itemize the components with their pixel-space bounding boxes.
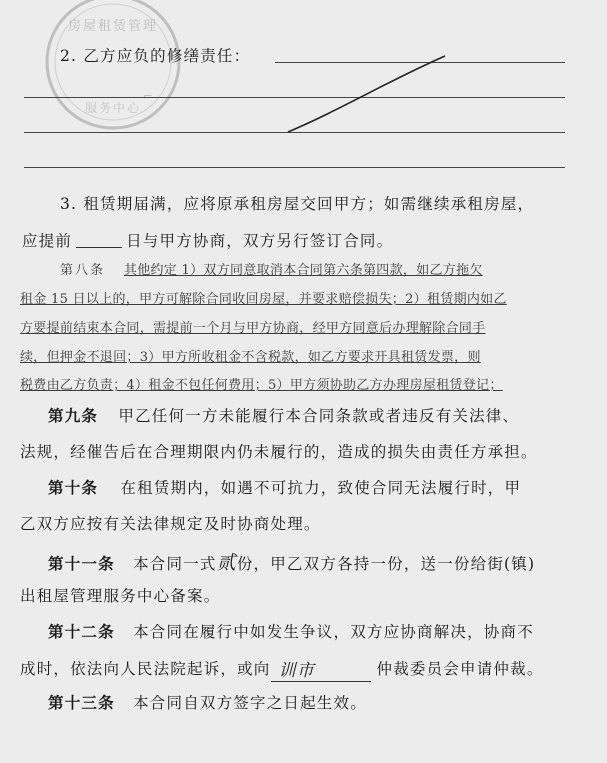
days-blank <box>76 247 122 248</box>
article8-line1 <box>60 259 483 278</box>
handwritten-copy-count: 贰 <box>216 552 237 574</box>
article9-title: 第九条 <box>48 406 99 425</box>
article12-line1 <box>48 620 534 642</box>
fill-line <box>24 167 565 168</box>
svg-text:房屋租赁管理: 房屋租赁管理 <box>67 19 159 34</box>
article13-line1 <box>48 691 367 713</box>
article12-text-b: 仲裁委员会申请仲裁。 <box>376 660 544 678</box>
article8-line4: 续，但押金不退回；3）甲方所收租金不含税款，如乙方要求开具租赁发票，则 <box>20 350 481 365</box>
official-seal <box>38 0 188 150</box>
article10-text: 在租赁期内，如遇不可抗力，致使合同无法履行时，甲 <box>120 479 522 497</box>
article10-line2: 乙双方应按有关法律规定及时协商处理。 <box>20 515 321 533</box>
repair-responsibility-label: 2. 乙方应负的修缮责任： <box>60 47 251 65</box>
article9-text: 甲乙任何一方未能履行本合同条款或者违反有关法律、 <box>118 407 520 425</box>
article9-line2: 法规，经催告后在合理期限内仍未履行的，造成的损失由责任方承担。 <box>20 443 538 461</box>
article8-line3: 方要提前结束本合同，需提前一个月与甲方协商，经甲方同意后办理解除合同手 <box>20 321 486 336</box>
city-blank <box>271 656 371 682</box>
article13-text: 本合同自双方签字之日起生效。 <box>133 694 367 712</box>
article8-line5: 税费由乙方负责；4）租金不包任何费用；5）甲方须协助乙方办理房屋租赁登记； <box>20 378 503 393</box>
article8-text: 其他约定 1）双方同意取消本合同第六条第四款，如乙方拖欠 <box>123 263 483 278</box>
article8-line2: 租金 15 日以上的，甲方可解除合同收回房屋，并要求赔偿损失；2）租赁期内如乙 <box>20 292 507 307</box>
expiry-clause-text-b: 日与甲方协商，双方另行签订合同。 <box>126 232 394 250</box>
article10-title: 第十条 <box>48 478 99 497</box>
expiry-clause-text-a: 应提前 <box>22 232 73 250</box>
article11-title: 第十一条 <box>48 554 115 573</box>
article12-title: 第十二条 <box>48 622 115 641</box>
expiry-clause-line1: 3. 租赁期届满，应将原承租房屋交回甲方；如需继续承租房屋， <box>60 195 535 213</box>
article11-line1 <box>48 548 535 575</box>
article12-line2 <box>20 656 544 682</box>
article11-text-b: 份，甲乙双方各持一份，送一份给街(镇) <box>236 555 536 573</box>
article8-title: 第八条 <box>60 263 106 278</box>
expiry-clause-line2 <box>22 229 393 251</box>
article13-title: 第十三条 <box>48 693 115 712</box>
article11-line2: 出租屋管理服务中心备案。 <box>20 587 221 605</box>
svg-text:服务中心: 服务中心 <box>84 101 142 115</box>
article12-text-a: 成时，依法向人民法院起诉，或向 <box>20 660 271 678</box>
article11-text-a: 本合同一式 <box>133 555 217 573</box>
article12-text: 本合同在履行中如发生争议，双方应协商解决，协商不 <box>133 623 534 641</box>
strike-through-mark <box>280 50 450 140</box>
svg-text:⌐: ⌐ <box>142 89 154 103</box>
article10-line1 <box>48 476 521 498</box>
article9-line1 <box>48 404 519 426</box>
handwritten-city: 训市 <box>278 661 315 681</box>
